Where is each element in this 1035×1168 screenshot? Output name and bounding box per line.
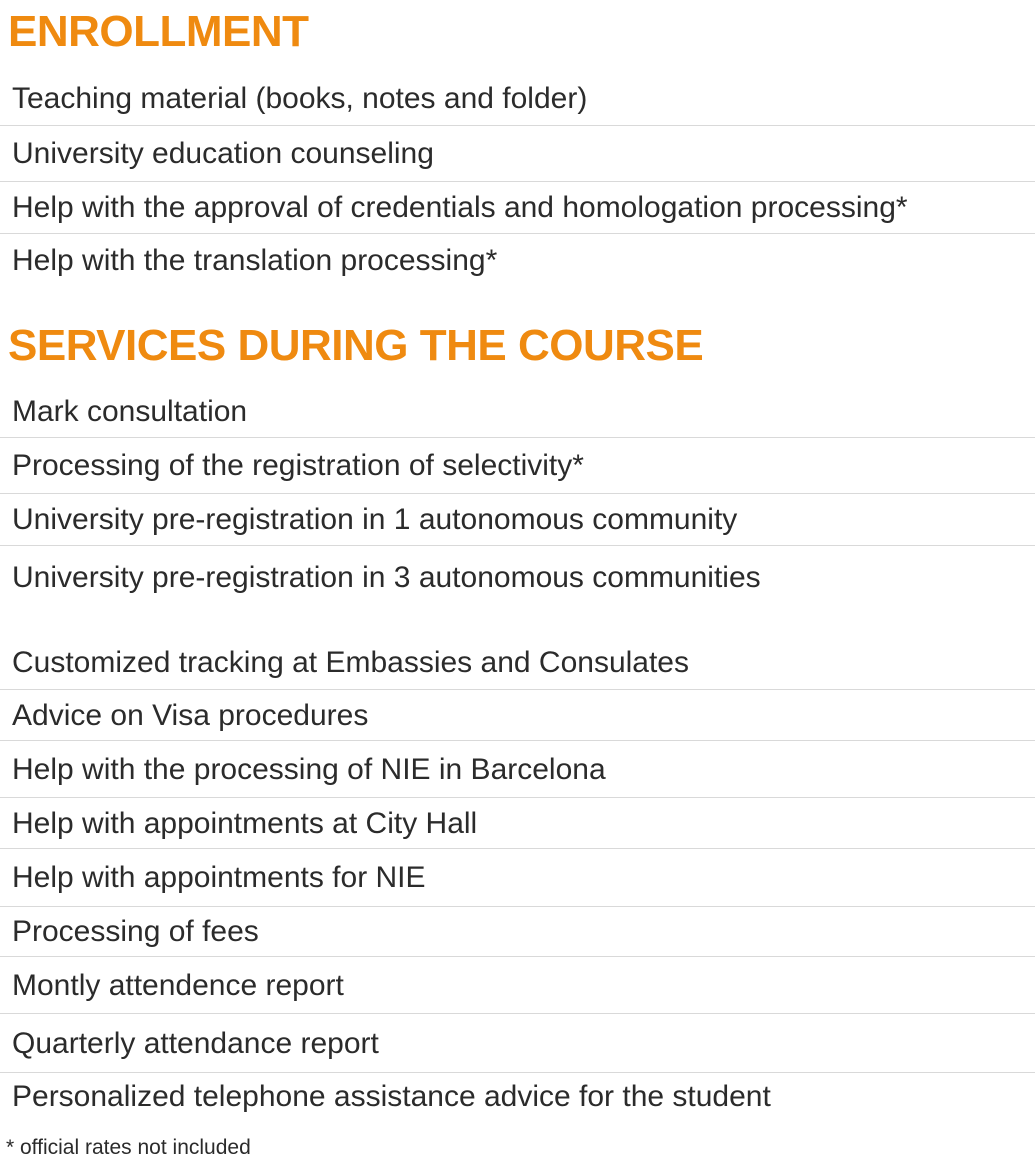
list-item: Advice on Visa procedures <box>0 690 1035 741</box>
list-item: Help with the translation processing* <box>12 244 498 277</box>
enrollment-list <box>0 72 1035 288</box>
list-item: Help with the processing of NIE in Barcelona <box>0 741 1035 798</box>
list-item: Montly attendence report <box>0 957 1035 1014</box>
list-item: Customized tracking at Embassies and Consulates <box>0 636 1035 690</box>
section-title-services-during-course: SERVICES DURING THE COURSE <box>8 321 704 370</box>
list-item: University pre-registration in 1 autonomous community <box>0 494 1035 546</box>
list-item: Personalized telephone assistance advice for the student <box>12 1080 771 1113</box>
footnote: * official rates not included <box>6 1136 251 1159</box>
list-item: University pre-registration in 3 autonomous communities <box>12 561 761 594</box>
list-item: Quarterly attendance report <box>0 1014 1035 1073</box>
services-list <box>0 386 1035 610</box>
list-item: University education counseling <box>0 126 1035 182</box>
list-item: Mark consultation <box>0 386 1035 438</box>
list-item: Teaching material (books, notes and folder) <box>0 72 1035 126</box>
list-item: Help with the approval of credentials and homologation processing* <box>0 182 1035 234</box>
support-services-list <box>0 636 1035 1121</box>
list-item: Help with appointments at City Hall <box>0 798 1035 849</box>
list-item: Processing of the registration of selectivity* <box>0 438 1035 494</box>
list-item: Processing of fees <box>0 907 1035 957</box>
section-title-enrollment: ENROLLMENT <box>8 7 309 56</box>
list-item: Help with appointments for NIE <box>0 849 1035 907</box>
